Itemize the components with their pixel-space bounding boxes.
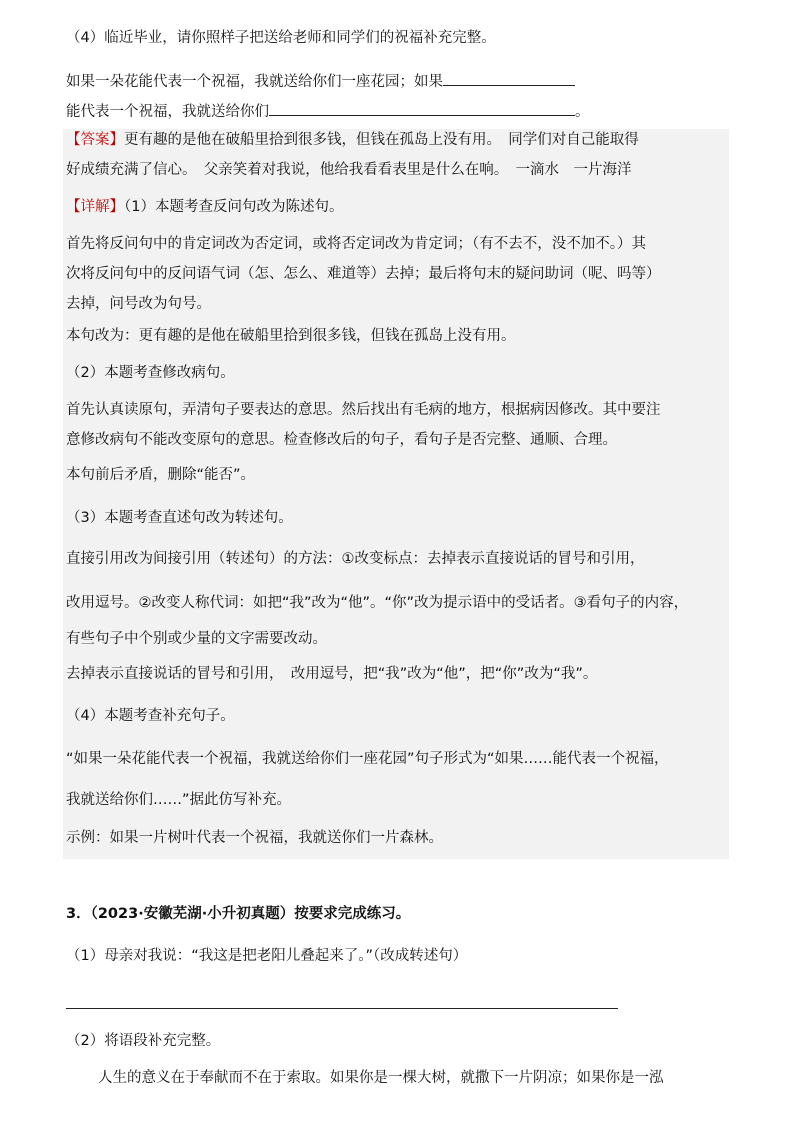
- detail-3-para-1: 直接引用改为间接引用（转述句）的方法：①改变标点：去掉表示直接说话的冒号和引用，: [66, 551, 645, 567]
- detail-1-para-4: 本句改为：更有趣的是他在破船里拾到很多钱，但钱在孤岛上没有用。: [66, 328, 516, 344]
- detail-2-para-3: 本句前后矛盾，删除“能否”。: [66, 467, 256, 483]
- answer-line-2: 好成绩充满了信心。 父亲笑着对我说，他给我看看表里是什么在响。 一滴水 一片海洋: [66, 162, 632, 178]
- detail-1-para-1: 首先将反问句中的肯定词改为否定词，或将否定词改为肯定词；（有不去不，没不加不。）其: [66, 236, 646, 252]
- answer-tag: 【答案】: [66, 132, 124, 148]
- question-3-sub-2: （2）将语段补充完整。: [66, 1033, 221, 1049]
- detail-4-para-3: 示例：如果一片树叶代表一个祝福，我就送你们一片森林。: [66, 830, 443, 846]
- detail-tag: 【详解】: [66, 199, 124, 215]
- q4-example-line-2: [66, 100, 590, 122]
- q4-example-text-2: 能代表一个祝福，我就送给你们: [66, 104, 269, 120]
- question-3-sub-1: （1）母亲对我说：“我这是把老阳儿叠起来了。”（改成转述句）: [66, 948, 468, 964]
- detail-1-para-3: 去掉，问号改为句号。: [66, 296, 211, 312]
- detail-title-3: （3）本题考查直述句改为转述句。: [66, 510, 293, 526]
- q4-blank-2[interactable]: [269, 100, 575, 116]
- question-3-paragraph: 人生的意义在于奉献而不在于索取。如果你是一棵大树，就撒下一片阴凉；如果你是一泓: [98, 1070, 664, 1086]
- question-3-title: 3．（2023·安徽芜湖·小升初真题）按要求完成练习。: [66, 906, 411, 922]
- detail-title-2: （2）本题考查修改病句。: [66, 365, 235, 381]
- q4-example-line-1: [66, 70, 575, 92]
- detail-4-para-2: 我就送给你们……”据此仿写补充。: [66, 792, 292, 808]
- detail-3-para-2: 改用逗号。②改变人称代词：如把“我”改为“他”。“你”改为提示语中的受话者。③看句子的内容，: [66, 595, 689, 611]
- q4-prompt: （4）临近毕业，请你照样子把送给老师和同学们的祝福补充完整。: [66, 30, 496, 46]
- detail-2-para-1: 首先认真读原句，弄清句子要表达的意思。然后找出有毛病的地方，根据病因修改。其中要注: [66, 402, 661, 418]
- detail-2-para-2: 意修改病句不能改变原句的意思。检查修改后的句子，看句子是否完整、通顺、合理。: [66, 432, 617, 448]
- detail-3-para-4: 去掉表示直接说话的冒号和引用， 改用逗号，把“我”改为“他”，把“你”改为“我”。: [66, 666, 598, 682]
- detail-heading-1: （1）本题考查反问句改为陈述句。: [124, 199, 344, 215]
- detail-title-4: （4）本题考查补充句子。: [66, 708, 235, 724]
- detail-4-para-1: “如果一朵花能代表一个祝福，我就送给你们一座花园”句子形式为“如果……能代表一个祝福，: [66, 751, 669, 767]
- q4-blank-1[interactable]: [443, 70, 575, 86]
- q4-example-end: 。: [575, 104, 590, 120]
- detail-title-1: [66, 197, 343, 217]
- answer-line-1: [66, 130, 639, 150]
- detail-1-para-2: 次将反问句中的反问语气词（怎、怎么、难道等）去掉；最后将句末的疑问助词（呢、吗等）: [66, 266, 661, 282]
- answer-text-1: 更有趣的是他在破船里拾到很多钱，但钱在孤岛上没有用。 同学们对自己能取得: [124, 132, 639, 148]
- q4-example-text-1: 如果一朵花能代表一个祝福，我就送给你们一座花园；如果: [66, 74, 443, 90]
- question-3-answer-line[interactable]: [66, 1008, 618, 1009]
- detail-3-para-3: 有些句子中个别或少量的文字需要改动。: [66, 631, 327, 647]
